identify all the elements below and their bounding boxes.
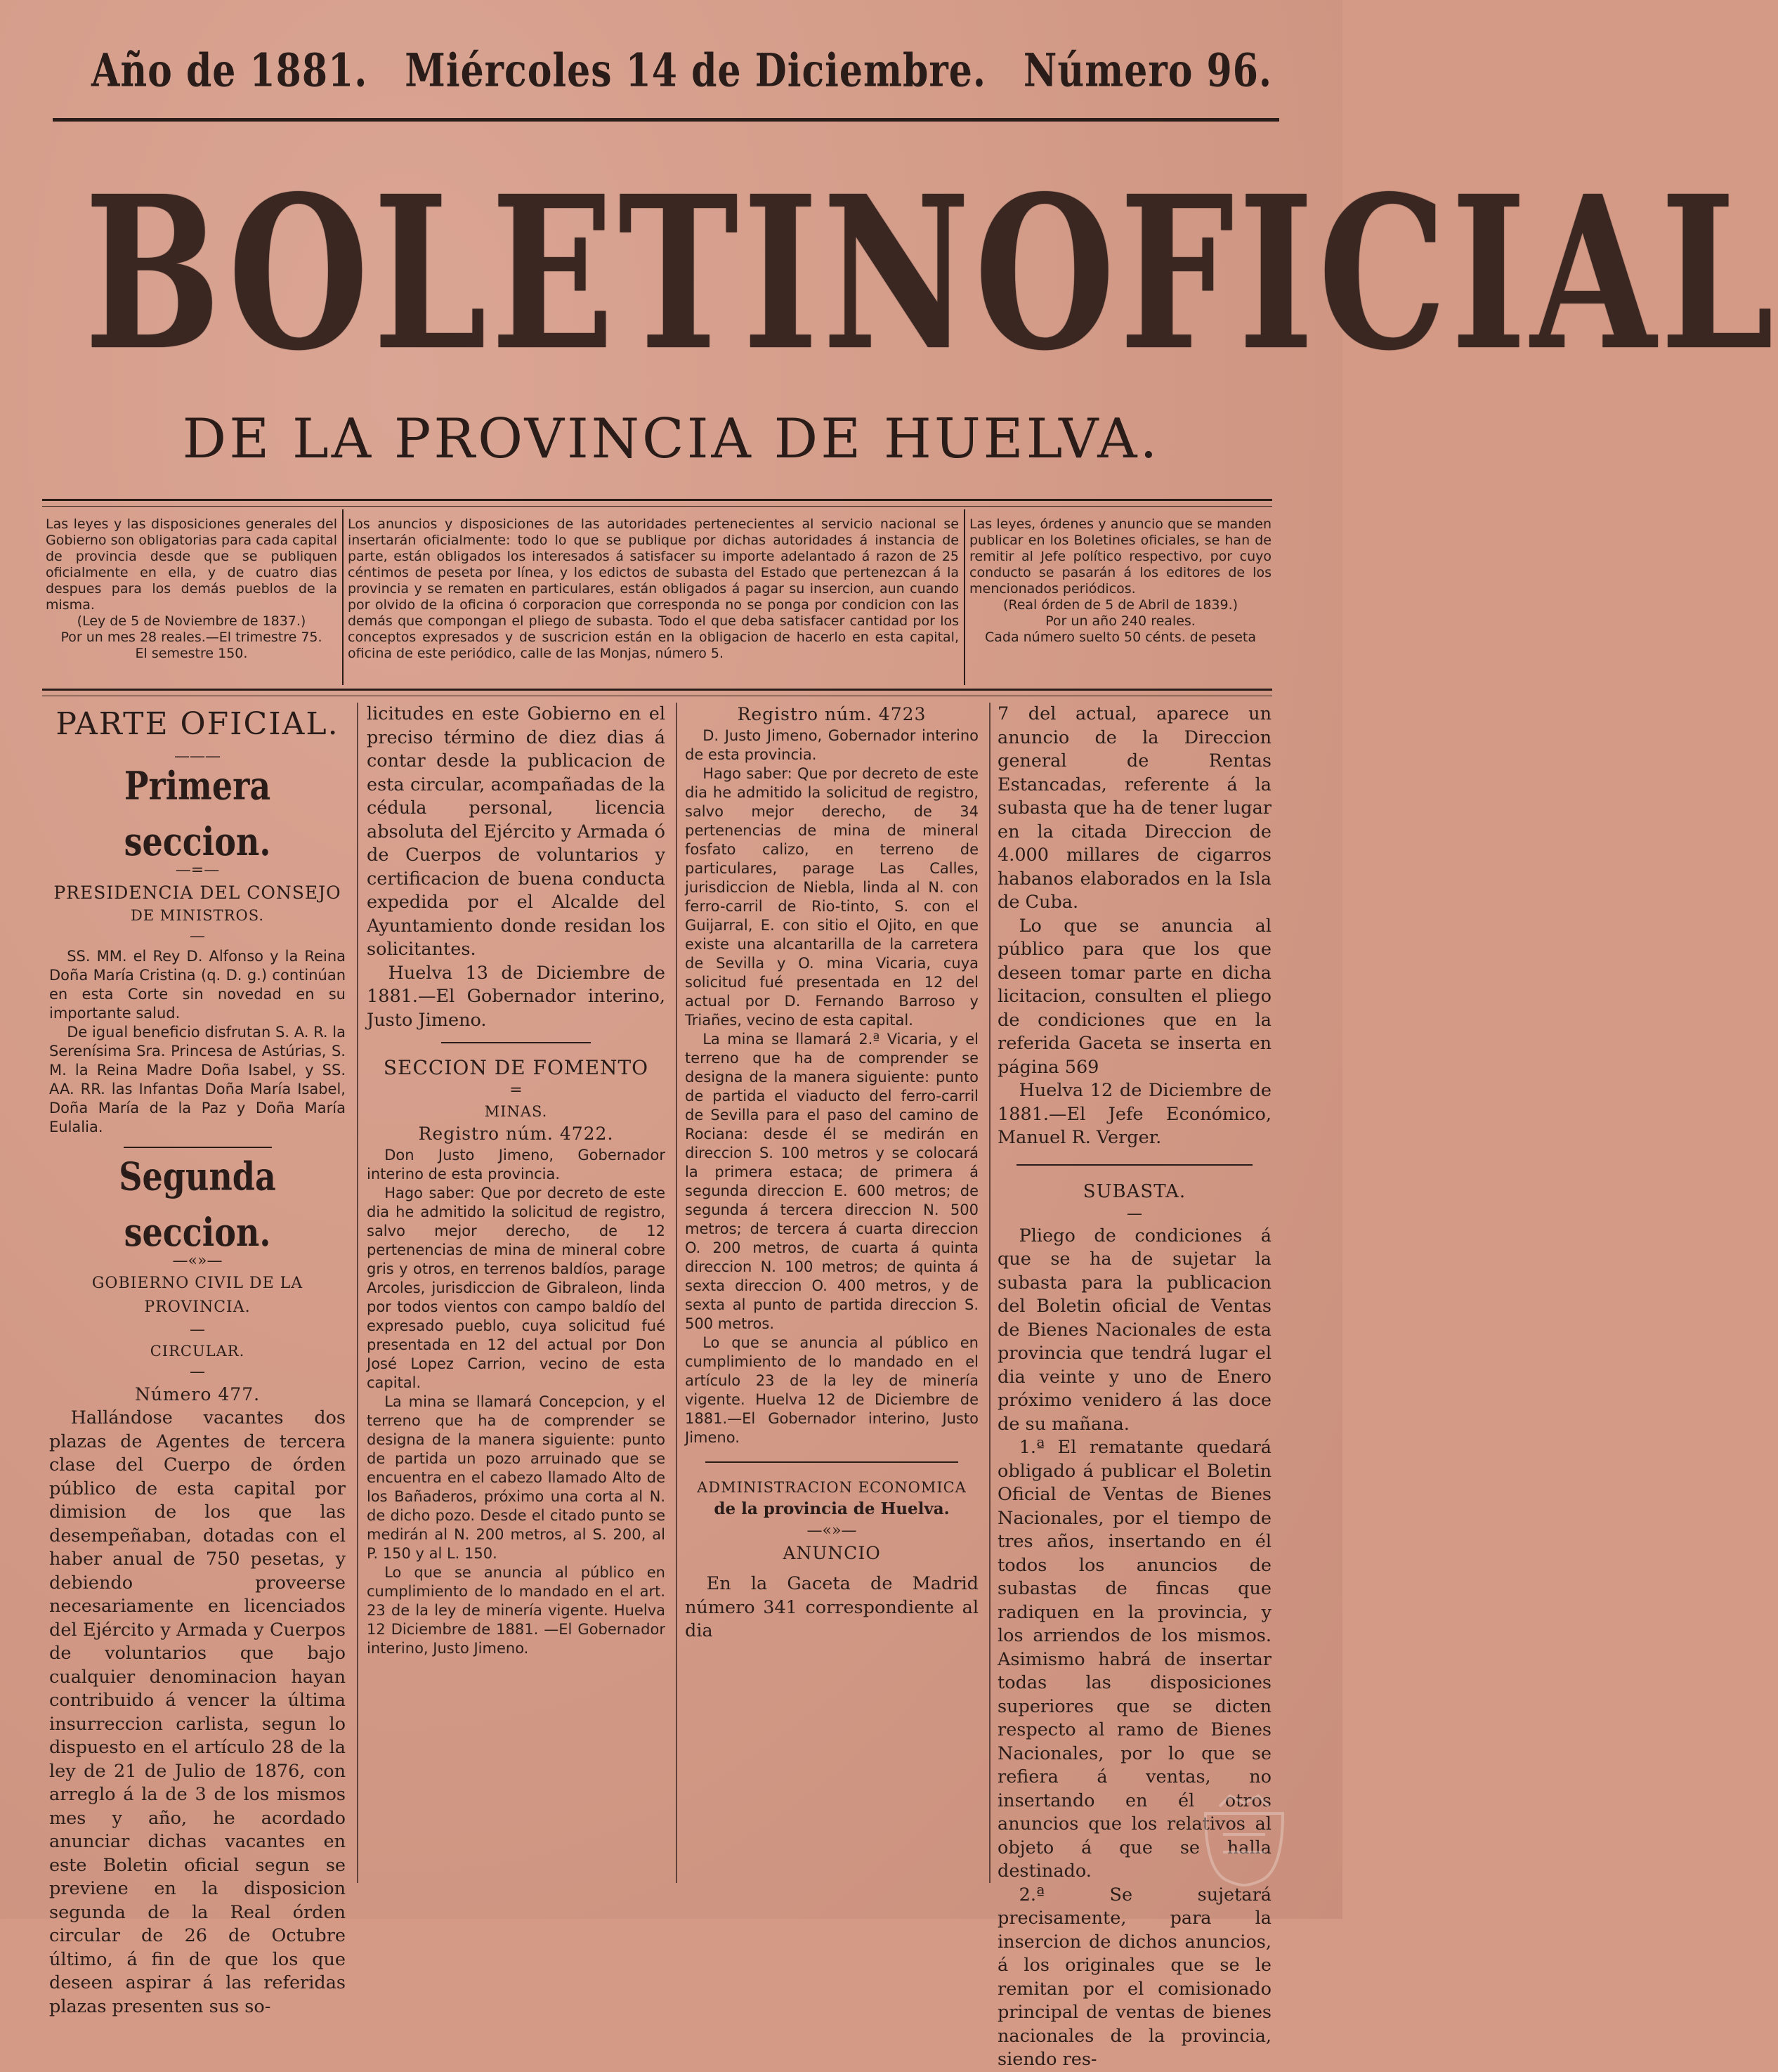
fomento-heading: SECCION DE FOMENTO	[383, 1056, 649, 1079]
ornament: —	[190, 927, 205, 945]
info-right-price: Por un año 240 reales.	[1045, 613, 1196, 629]
header-line	[91, 42, 1272, 98]
ornament: —	[190, 1363, 205, 1381]
ornament: —«»—	[806, 1522, 857, 1539]
column-3	[685, 703, 979, 1897]
subasta-heading: SUBASTA.	[1083, 1180, 1187, 1202]
ornament: —=—	[175, 861, 220, 879]
info-rule	[42, 689, 1272, 696]
issue-date: Miércoles 14 de Diciembre.	[405, 43, 986, 98]
column-1	[49, 703, 346, 2017]
paragraph: Hago saber: Que por decreto de este dia he admitido la solicitud de registro, salvo mejor derecho, de 12 pertenencias de mina de mineral cobre gris y otros, en terrenos baldíos, parage Arcoles, jurisdiccion de Gibraleon, linda por todos vientos con campo baldío del expresado pueblo, cuya solicitud fué presentada en 12 del actual por Don José Lopez Carrion, vecino de esta capital.	[367, 1185, 665, 1391]
info-left-law: (Ley de 5 de Noviembre de 1837.)	[77, 613, 306, 629]
info-left	[46, 516, 337, 662]
primera-seccion-heading: Primera seccion.	[124, 763, 271, 864]
paragraph: SS. MM. el Rey D. Alfonso y la Reina Doña María Cristina (q. D. g.) continúan en esta Corte sin novedad en su importante salud.	[49, 948, 346, 1022]
masthead-subtitle: DE LA PROVINCIA DE HUELVA.	[182, 408, 1161, 471]
info-left-semester: El semestre 150.	[135, 646, 248, 661]
paragraph: Lo que se anuncia al público en cumplimiento de lo mandado en el art. 23 de la ley de minería vigente. Huelva 12 Diciembre de 1881. —El Gobernador interino, Justo Jimeno.	[367, 1564, 665, 1657]
paragraph: Hallándose vacantes dos plazas de Agentes de tercera clase del Cuerpo de órden público de esta capital por dimision de los que las desempeñaban, dotadas con el haber anual de 750 pesetas, y debiendo proveerse necesariamente en licenciados del Ejército y Armada y Cuerpos de voluntarios que bajo cualquier denominacion hayan contribuido á vencer la última insurreccion carlista, segun lo dispuesto en el artículo 28 de la ley de 21 de Julio de 1876, con arreglo á la de 3 de los mismos mes y año, he acordado anunciar dichas vacantes en este Boletin oficial segun se previene en la disposicion segunda de la Real órden circular de 26 de Octubre último, á fin de que los que deseen aspirar á las referidas plazas presenten sus so-	[49, 1407, 346, 2017]
admin-subheading: de la provincia de Huelva.	[714, 1499, 950, 1518]
masthead-left-word: BOLETIN	[84, 150, 975, 398]
info-left-price: Por un mes 28 reales.—El trimestre 75.	[60, 630, 322, 645]
masthead-right-word: OFICIAL	[974, 150, 1778, 398]
admin-heading: ADMINISTRACION ECONOMICA	[697, 1479, 967, 1496]
issue-number: Número 96.	[1023, 43, 1272, 98]
info-center-text: Los anuncios y disposiciones de las autoridades pertenecientes al servicio nacional se insertarán oficialmente: todo lo que se publique por dichas autoridades á instancia de parte, están obligados los interesados á satisfacer su importe adelantado á razon de 25 céntimos de peseta por línea, y los edictos de subasta del Estado que pertenezcan á la provincia y se rematen en particulares, están obligados á pagar su insercion, aun cuando por olvido de la oficina ó corporacion que corresponda no se ponga por condicion con las demás que compongan el pliego de subasta. Todo el que deba satisfacer cantidad por los conceptos expresados y de suscricion están en la obligacion de hacerlo en esta capital, oficina de este periódico, calle de las Monjas, número 5.	[348, 516, 959, 661]
info-right	[969, 516, 1272, 646]
separator	[441, 1042, 591, 1043]
info-right-text: Las leyes, órdenes y anuncio que se manden publicar en los Boletines oficiales, se han de remitir al Jefe político respectivo, por cuyo conducto se pasarán á los editores de los mencionados periódicos.	[969, 516, 1272, 597]
separator	[1017, 1164, 1252, 1166]
presidencia-heading: PRESIDENCIA DEL CONSEJO	[53, 882, 341, 903]
numero-heading: Número 477.	[134, 1384, 261, 1405]
segunda-seccion-heading: Segunda seccion.	[119, 1154, 276, 1255]
ornament: =	[509, 1081, 523, 1099]
info-divider	[964, 509, 965, 685]
info-right-single: Cada número suelto 50 cénts. de peseta	[984, 630, 1257, 645]
archive-seal-icon	[1191, 1792, 1297, 1891]
paragraph: licitudes en este Gobierno en el preciso término de diez dias á contar desde la publicacion de esta circular, acompañadas de la cédula personal, licencia absoluta del Ejército y Armada ó de Cuerpos de voluntarios y certificacion de buena conducta expedida por el Alcalde del Ayuntamiento donde residan los solicitantes.	[367, 703, 665, 960]
paragraph: Huelva 12 de Diciembre de 1881.—El Jefe Económico, Manuel R. Verger.	[998, 1080, 1272, 1148]
separator	[124, 1147, 272, 1148]
column-divider	[676, 703, 677, 1883]
header-rule	[53, 118, 1279, 122]
info-center	[348, 516, 959, 662]
ornament: —	[190, 1321, 205, 1338]
paragraph: Pliego de condiciones á que se ha de sujetar la subasta para la publicacion del Boletin oficial de Ventas de Bienes Nacionales de esta provincia que tendrá lugar el dia veinte y uno de Enero próximo venidero á las doce de su mañana.	[998, 1225, 1272, 1435]
minas-heading: MINAS.	[484, 1103, 548, 1120]
issue-year: Año de 1881.	[91, 43, 368, 98]
ministros-heading: DE MINISTROS.	[130, 907, 265, 924]
column-4	[998, 703, 1272, 2070]
paragraph: Don Justo Jimeno, Gobernador interino de esta provincia.	[367, 1147, 665, 1182]
paragraph: D. Justo Jimeno, Gobernador interino de esta provincia.	[685, 727, 979, 763]
ornament: —«»—	[172, 1252, 223, 1270]
ornament: —	[1127, 1204, 1142, 1223]
paragraph: La mina se llamará Concepcion, y el terreno que ha de comprender se designa de la manera siguiente: punto de partida un pozo arruinado que se encuentra en el cabezo llamado Alto de los Bañaderos, próximo una corta al N. de dicho pozo. Desde el citado punto se medirán al N. 200 metros, al S. 200, al P. 150 y al L. 150.	[367, 1393, 665, 1562]
paragraph: En la Gaceta de Madrid número 341 correspondiente al dia	[685, 1573, 979, 1641]
gobierno-heading: GOBIERNO CIVIL DE LA PROVINCIA.	[91, 1275, 303, 1316]
ornament: ———	[174, 748, 221, 765]
parte-oficial-heading: PARTE OFICIAL.	[55, 706, 339, 742]
registro-heading: Registro núm. 4723	[737, 704, 927, 724]
info-right-order: (Real órden de 5 de Abril de 1839.)	[1002, 597, 1238, 613]
paragraph: Hago saber: Que por decreto de este dia he admitido la solicitud de registro, salvo mejor derecho, de 34 pertenencias de mina de mineral fosfato calizo, en terreno de particulares, parage Las Calles, jurisdiccion de Niebla, linda al N. con ferro-carril de Rio-tinto, S. con el Guijarral, E. con sitio el Ojito, en que existe una alcantarilla de la carretera de Sevilla y O. mina Vicaria, cuya solicitud fué presentada en 12 del actual por D. Fernando Barroso y Triañes, vecino de esta capital.	[685, 765, 979, 1029]
info-left-text: Las leyes y las disposiciones generales del Gobierno son obligatorias para cada capital de provincia desde que se publiquen oficialmente en ella, y de cuatro dias despues para los demás pueblos de la misma.	[46, 516, 337, 613]
separator	[705, 1461, 957, 1463]
masthead	[84, 150, 1778, 398]
paragraph: Lo que se anuncia al público para que los que deseen tomar parte en dicha licitacion, consulten el pliego de condiciones que en la referida Gaceta se inserta en página 569	[998, 915, 1272, 1078]
paragraph: Lo que se anuncia al público en cumplimiento de lo mandado en el artículo 23 de la ley de minería vigente. Huelva 12 de Diciembre de 1881.—El Gobernador interino, Justo Jimeno.	[685, 1334, 979, 1446]
masthead-rule	[42, 499, 1272, 507]
paragraph: 2.ª Se sujetará precisamente, para la insercion de dichos anuncios, á los originales que se le remitan por el comisionado principal de ventas de bienes nacionales de la provincia, siendo res-	[998, 1884, 1272, 2070]
column-2	[367, 703, 665, 1897]
paragraph: 1.ª El rematante quedará obligado á publicar el Boletin Oficial de Ventas de Bienes Nacionales, por el tiempo de tres años, insertando en él todos los anuncios de subastas de fincas que radiquen en la provincia, y los arriendos de los mismos. Asimismo habrá de insertar todas las disposiciones superiores que se dicten respecto al ramo de Bienes Nacionales, por lo que se refiera á ventas, no insertando en él otros anuncios que los relativos al objeto á que se halla destinado.	[998, 1437, 1272, 1882]
paragraph: La mina se llamará 2.ª Vicaria, y el terreno que ha de comprender se designa de la manera siguiente: punto de partida el viaducto del ferro-carril de Sevilla para el paso del camino de Rociana: desde él se medirán en direccion S. 100 metros y se colocará la primera estaca; de primera á segunda direccion E. 600 metros; de segunda á tercera direccion N. 500 metros; de tercera á cuarta direccion O. 200 metros, de cuarta á quinta direccion N. 100 metros; de quinta á sexta direccion O. 400 metros, y de sexta al punto de partida direccion S. 500 metros.	[685, 1031, 979, 1332]
info-divider	[342, 509, 344, 685]
column-divider	[357, 703, 358, 1883]
registro-heading: Registro núm. 4722.	[418, 1123, 614, 1144]
column-divider	[989, 703, 991, 1883]
circular-heading: CIRCULAR.	[150, 1343, 245, 1360]
anuncio-heading: ANUNCIO	[783, 1543, 881, 1563]
paragraph: De igual beneficio disfrutan S. A. R. la Serenísima Sra. Princesa de Astúrias, S. M. la Reina Madre Doña Isabel, y SS. AA. RR. las Infantas Doña María Isabel, Doña María de la Paz y Doña María Eulalia.	[49, 1024, 346, 1135]
paragraph: Huelva 13 de Diciembre de 1881.—El Gobernador interino, Justo Jimeno.	[367, 962, 665, 1031]
paragraph: 7 del actual, aparece un anuncio de la Direccion general de Rentas Estancadas, referente á la subasta que ha de tener lugar en la citada Direccion de 4.000 millares de cigarros habanos elaborados en la Isla de Cuba.	[998, 703, 1272, 913]
